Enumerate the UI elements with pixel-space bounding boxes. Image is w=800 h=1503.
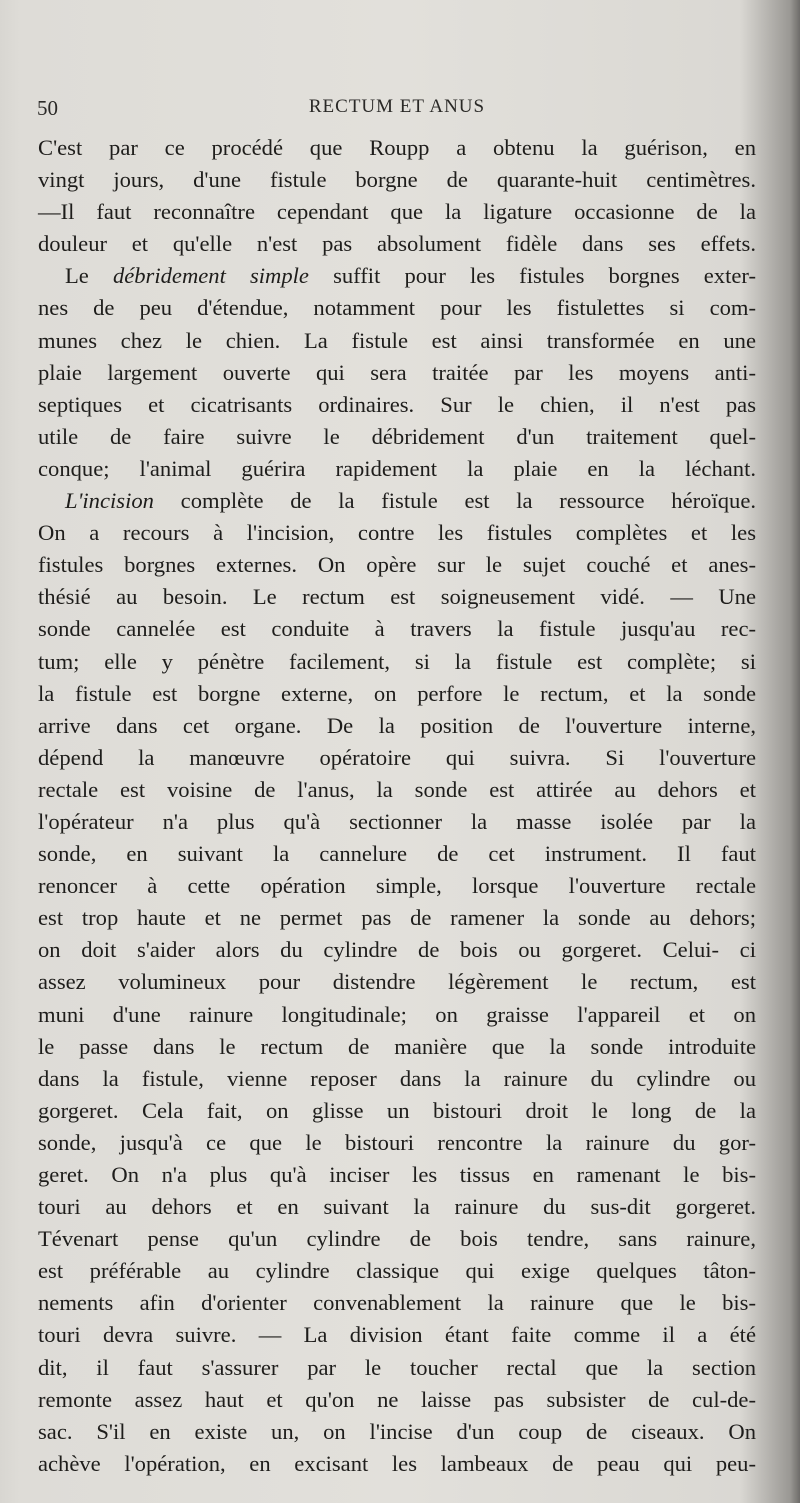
text-line: fistules borgnes externes. On opère sur le sujet couché et anes- [38,552,756,578]
text-line: le passe dans le rectum de manière que la sonde introduite [38,1033,756,1059]
text-line: plaie largement ouverte qui sera traitée par les moyens anti- [38,359,756,385]
text-line: thésié au besoin. Le rectum est soigneusement vidé. — Une [38,584,756,610]
text-segment: Le [65,263,113,289]
text-line: renoncer à cette opération simple, lorsque l'ouverture rectale [38,873,756,899]
body-text [38,132,756,1480]
text-line: utile de faire suivre le débridement d'un traitement quel- [38,423,756,449]
text-line: C'est par ce procédé que Roupp a obtenu la guérison, en [38,135,756,160]
text-line: sonde, jusqu'à ce que le bistouri rencontre la rainure du gor- [38,1129,756,1155]
text-line: rectale est voisine de l'anus, la sonde est attirée au dehors et [38,776,756,802]
text-line: vingt jours, d'une fistule borgne de quarante-huit centimètres. [38,167,756,193]
text-line: est préférable au cylindre classique qui exige quelques tâton- [38,1258,756,1284]
text-segment: complète de la fistule est la ressource héroïque. [153,488,756,514]
text-line: conque; l'animal guérira rapidement la plaie en la léchant. [38,455,756,481]
text-segment: suffit pour les fistules borgnes exter- [308,263,756,289]
page-number: 50 [37,96,58,120]
text-line [38,260,756,292]
text-line: touri au dehors et en suivant la rainure du sus-dit gorgeret. [38,1194,756,1220]
text-line: nes de peu d'étendue, notamment pour les fistulettes si com- [38,295,756,321]
text-line: geret. On n'a plus qu'à inciser les tissus en ramenant le bis- [38,1162,756,1187]
text-line: septiques et cicatrisants ordinaires. Sur le chien, il n'est pas [38,391,756,417]
text-line: Tévenart pense qu'un cylindre de bois tendre, sans rainure, [38,1226,756,1252]
text-line: dans la fistule, vienne reposer dans la rainure du cylindre ou [38,1065,756,1091]
text-line: on doit s'aider alors du cylindre de bois ou gorgeret. Celui- ci [38,937,756,963]
text-line: sonde, en suivant la cannelure de cet instrument. Il faut [38,841,756,867]
text-line: nements afin d'orienter convenablement la rainure que le bis- [38,1290,756,1316]
text-line: touri devra suivre. — La division étant faite comme il a été [38,1322,756,1348]
text-line: tum; elle y pénètre facilement, si la fistule est complète; si [38,648,756,674]
text-line: assez volumineux pour distendre légèrement le rectum, est [38,969,756,995]
text-line: est trop haute et ne permet pas de ramener la sonde au dehors; [38,905,756,931]
emphasis-term: L'incision [65,488,154,514]
running-title: RECTUM ET ANUS [308,96,486,117]
text-line: —Il faut reconnaître cependant que la ligature occasionne de la [38,199,756,225]
text-line: arrive dans cet organe. De la position de l'ouverture interne, [38,712,756,738]
text-line: achève l'opération, en excisant les lambeaux de peau qui peu- [38,1450,756,1476]
text-line: l'opérateur n'a plus qu'à sectionner la masse isolée par la [38,808,756,834]
text-line: dépend la manœuvre opératoire qui suivra. Si l'ouverture [38,744,756,770]
text-line: remonte assez haut et qu'on ne laisse pas subsister de cul-de- [38,1386,756,1412]
emphasis-term: débridement simple [112,263,309,289]
text-line: gorgeret. Cela fait, on glisse un bistouri droit le long de la [38,1097,756,1123]
text-line: douleur et qu'elle n'est pas absolument fidèle dans ses effets. [38,231,756,257]
text-line: la fistule est borgne externe, on perfore le rectum, et la sonde [38,680,756,706]
text-line: On a recours à l'incision, contre les fistules complètes et les [38,520,756,546]
page-header [37,96,757,126]
text-line: sonde cannelée est conduite à travers la fistule jusqu'au rec- [38,616,756,642]
text-line: munes chez le chien. La fistule est ainsi transformée en une [38,327,756,353]
text-line [38,485,756,517]
text-line: muni d'une rainure longitudinale; on graisse l'appareil et on [38,1001,756,1027]
text-line: dit, il faut s'assurer par le toucher rectal que la section [38,1354,756,1380]
text-line: sac. S'il en existe un, on l'incise d'un coup de ciseaux. On [38,1418,756,1444]
